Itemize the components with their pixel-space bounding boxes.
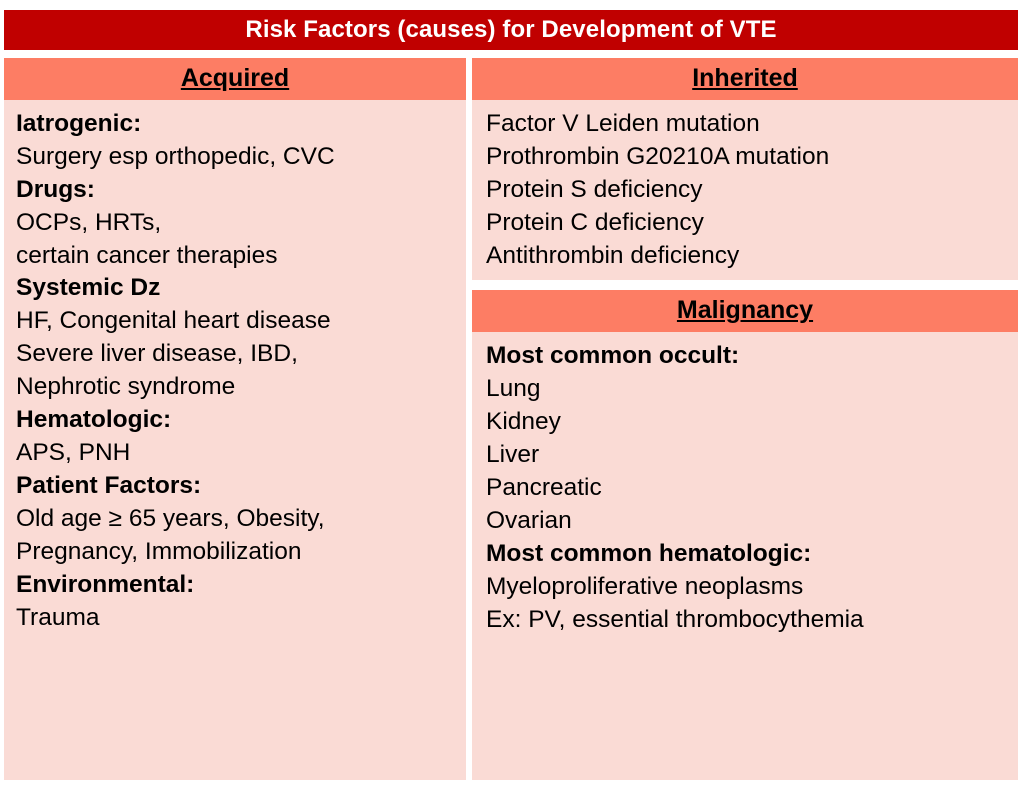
inherited-body xyxy=(472,100,1018,281)
list-item: HF, Congenital heart disease xyxy=(16,307,331,335)
list-item: Surgery esp orthopedic, CVC xyxy=(16,142,335,170)
acquired-column xyxy=(4,58,466,780)
list-item: Iatrogenic: xyxy=(16,109,142,137)
list-item: Environmental: xyxy=(16,570,195,598)
list-item: Pregnancy, Immobilization xyxy=(16,537,302,565)
list-item: Protein S deficiency xyxy=(486,175,703,203)
list-item: Systemic Dz xyxy=(16,274,161,302)
list-item: Kidney xyxy=(486,408,561,436)
list-item: certain cancer therapies xyxy=(16,241,278,269)
list-item: APS, PNH xyxy=(16,439,131,467)
list-item: Lung xyxy=(486,375,541,403)
list-item: Pancreatic xyxy=(486,473,602,501)
list-item: Patient Factors: xyxy=(16,472,202,500)
list-item: Most common occult: xyxy=(486,342,740,370)
list-item: Liver xyxy=(486,441,540,468)
acquired-body xyxy=(4,100,466,780)
list-item: Hematologic: xyxy=(16,406,172,434)
list-item: Old age ≥ 65 years, Obesity, xyxy=(16,505,325,532)
list-item: Protein C deficiency xyxy=(486,208,704,236)
malignancy-header: Malignancy xyxy=(472,290,1018,332)
list-item: Trauma xyxy=(16,603,100,631)
list-item: Severe liver disease, IBD, xyxy=(16,340,298,368)
list-item: Factor V Leiden mutation xyxy=(486,109,760,137)
content-columns xyxy=(4,58,1018,780)
inherited-malignancy-column xyxy=(472,58,1018,780)
list-item: Ex: PV, essential thrombocythemia xyxy=(486,605,864,633)
list-item: Antithrombin deficiency xyxy=(486,241,740,269)
section-divider xyxy=(472,280,1018,290)
list-item: Myeloproliferative neoplasms xyxy=(486,572,804,600)
list-item: OCPs, HRTs, xyxy=(16,208,162,236)
list-item: Ovarian xyxy=(486,506,572,534)
page-title: Risk Factors (causes) for Development of VTE xyxy=(4,10,1018,50)
list-item: Prothrombin G20210A mutation xyxy=(486,142,830,170)
list-item: Nephrotic syndrome xyxy=(16,373,236,401)
malignancy-body xyxy=(472,332,1018,780)
acquired-header: Acquired xyxy=(4,58,466,100)
inherited-header: Inherited xyxy=(472,58,1018,100)
list-item: Drugs: xyxy=(16,175,95,203)
list-item: Most common hematologic: xyxy=(486,539,812,567)
